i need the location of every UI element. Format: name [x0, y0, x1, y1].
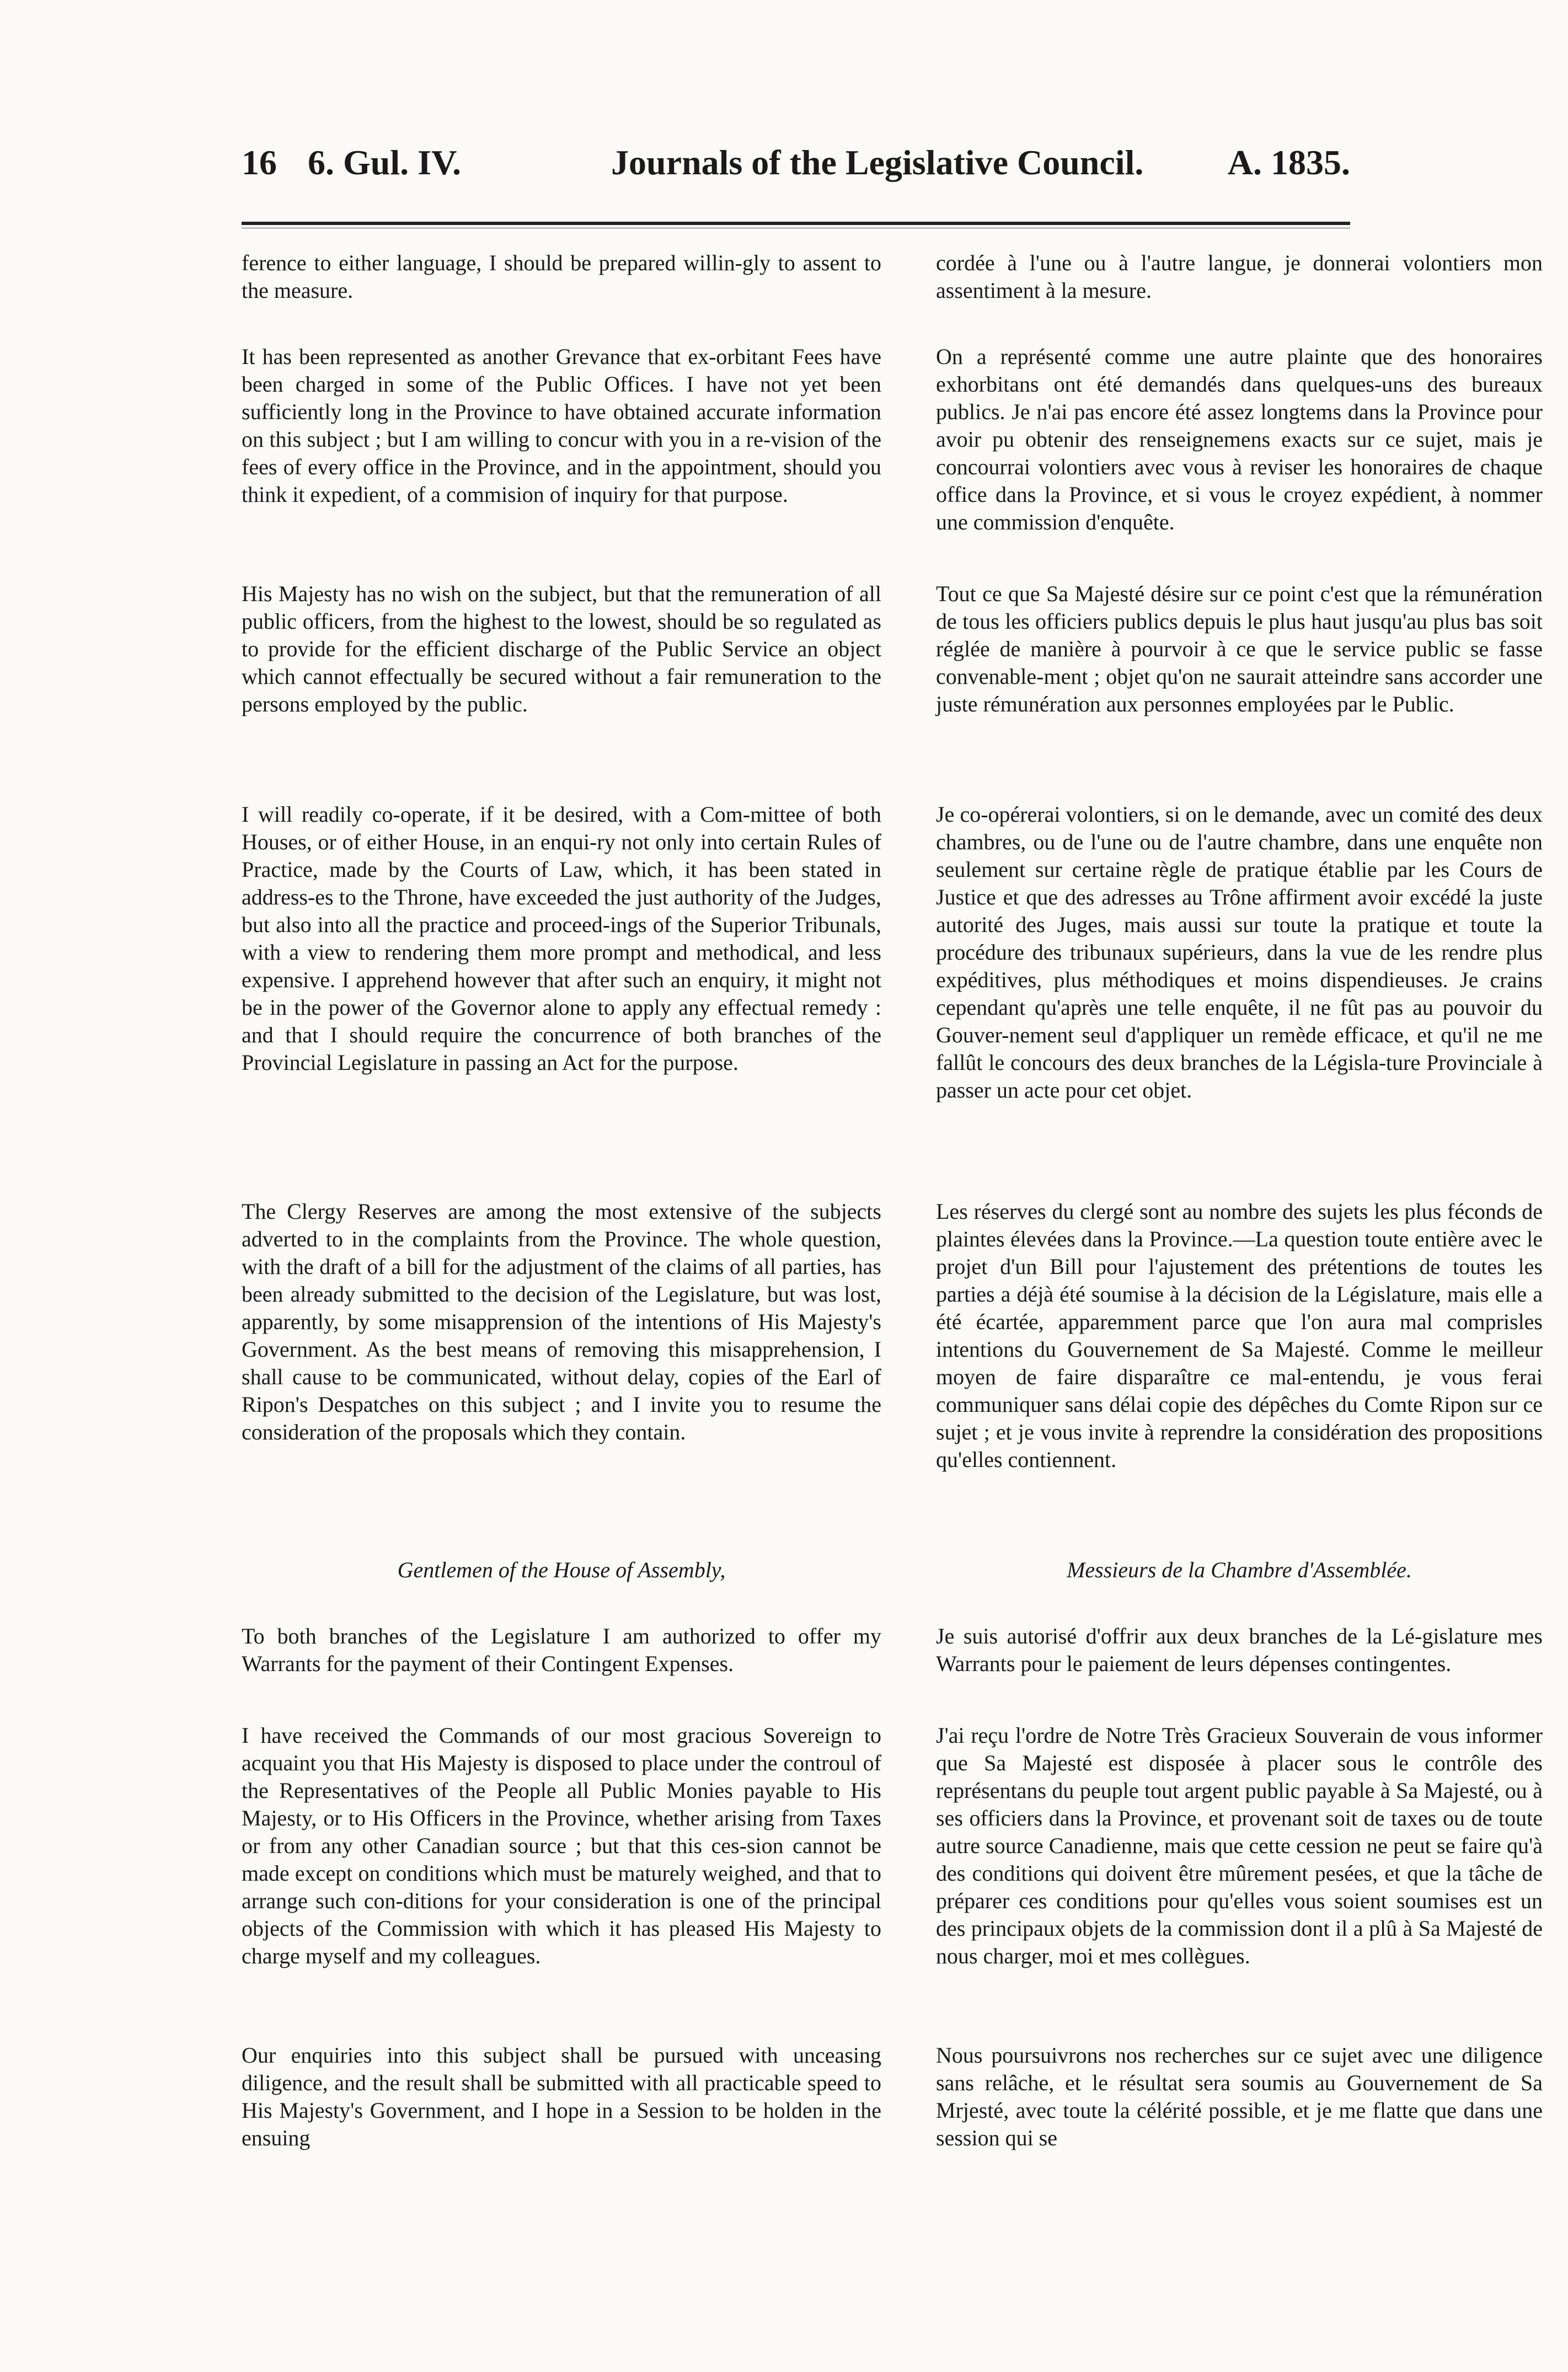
- page-header: [242, 142, 1350, 192]
- en-paragraph: The Clergy Reserves are among the most extensive of the subjects adverted to in the complaints from the Province. The whole question, with the draft of a bill for the adjustment of the claims of all parties, has been already submitted to the decision of the Legislature, but was lost, apparently, by some misapprension of the intentions of His Majesty's Government. As the best means of removing this misapprehension, I shall cause to be communicated, without delay, copies of the Earl of Ripon's Despatches on this subject ; and I invite you to resume the consideration of the proposals which they contain.: [242, 1199, 881, 1444]
- en-paragraph: His Majesty has no wish on the subject, but that the remuneration of all public officers, from the highest to the lowest, should be so regulated as to provide for the efficient discharge of the Public Service an object which cannot effectually be secured without a fair remuneration to the persons employed by the public.: [242, 581, 881, 716]
- fr-paragraph: Tout ce que Sa Majesté désire sur ce point c'est que la rémunération de tous les officiers publics depuis le plus haut jusqu'au plus bas soit réglée de manière à pourvoir à ce que le service public se fasse convenable-ment ; objet qu'on ne saurait atteindre sans accorder une juste rémunération aux personnes employées par le Public.: [936, 581, 1543, 716]
- en-section-heading: Gentlemen of the House of Assembly,: [397, 1557, 726, 1582]
- en-paragraph: I have received the Commands of our most gracious Sovereign to acquaint you that His Majesty is disposed to place under the controul of the Representatives of the People all Public Monies payable to His Majesty, or to His Officers in the Province, whether arising from Taxes or from any other Canadian source ; but that this ces-sion cannot be made except on conditions which must be maturely weighed, and that to arrange such con-ditions for your consideration is one of the principal objects of the Commission with which it has pleased His Majesty to charge myself and my colleagues.: [242, 1723, 881, 1968]
- reign-label: 6. Gul. IV.: [308, 143, 462, 182]
- fr-paragraph: cordée à l'une ou à l'autre langue, je donnerai volontiers mon assentiment à la mesure.: [936, 250, 1543, 303]
- fr-paragraph: Nous poursuivrons nos recherches sur ce sujet avec une diligence sans relâche, et le résultat sera soumis au Gouvernement de Sa Mrjesté, avec toute la célérité possible, et je me flatte que dans une session qui se: [936, 2043, 1543, 2150]
- fr-paragraph: J'ai reçu l'ordre de Notre Très Gracieux Souverain de vous informer que Sa Majesté est disposée à placer sous le contrôle des représentans du peuple tout argent public payable à Sa Majesté, ou à ses officiers dans la Province, et provenant soit de taxes ou de toute autre source Canadienne, mais que cette cession ne peut se faire qu'à des conditions qui doivent être mûrement pesées, et que la tâche de préparer ces conditions pour qu'elles vous soient soumises est un des principaux objets de la commission dont il a plû à Sa Majesté de nous charger, moi et mes collègues.: [936, 1723, 1543, 1968]
- journal-title: Journals of the Legislative Council.: [611, 143, 1144, 182]
- year-label: A. 1835.: [1227, 143, 1350, 182]
- en-paragraph: ference to either language, I should be prepared willin-gly to assent to the measure.: [242, 250, 881, 303]
- fr-section-heading: Messieurs de la Chambre d'Assemblée.: [1067, 1557, 1412, 1582]
- fr-paragraph: Je co-opérerai volontiers, si on le demande, avec un comité des deux chambres, ou de l'une ou de l'autre chambre, dans une enquête non seulement sur certaine règle de pratique établie par les Cours de Justice et que des adresses au Trône affirment avoir excédé la juste autorité des Juges, mais aussi sur toute la pratique et toute la procédure des tribunaux supérieurs, dans la vue de les rendre plus expéditives, plus méthodiques et moins dispendieuses. Je crains cependant qu'après une telle enquête, il ne fût pas au pouvoir du Gouver-nement seul d'appliquer un remède efficace, et qu'il ne me fallût le concours des deux branches de la Législa-ture Provinciale à passer un acte pour cet objet.: [936, 802, 1543, 1102]
- fr-paragraph: Je suis autorisé d'offrir aux deux branches de la Lé-gislature mes Warrants pour le paiement de leurs dépenses contingentes.: [936, 1624, 1543, 1676]
- fr-paragraph: Les réserves du clergé sont au nombre des sujets les plus féconds de plaintes élevées dans la Province.—La question toute entière avec le projet d'un Bill pour l'ajustement des prétentions de toutes les parties a déjà été soumise à la décision de la Législature, mais elle a été écartée, apparemment parce que l'on aura mal comprisles intentions du Gouvernement de Sa Majesté. Comme le meilleur moyen de faire disparaître ce mal-entendu, je vous ferai communiquer sans délai copie des dépêches du Comte Ripon sur ce sujet ; et je vous invite à reprendre la considération des propositions qu'elles contiennent.: [936, 1199, 1543, 1472]
- page-number: 16: [242, 143, 277, 182]
- en-paragraph: To both branches of the Legislature I am authorized to offer my Warrants for the payment of their Contingent Expenses.: [242, 1624, 881, 1676]
- fr-paragraph: On a représenté comme une autre plainte que des honoraires exhorbitans ont été demandés dans quelques-uns des bureaux publics. Je n'ai pas encore été assez longtems dans la Province pour avoir pu obtenir des renseignemens exacts sur ce sujet, mais je concourrai volontiers avec vous à reviser les honoraires de chaque office dans la Province, et si vous le croyez expédient, à nommer une commission d'enquête.: [936, 344, 1543, 534]
- en-paragraph: It has been represented as another Grevance that ex-orbitant Fees have been charged in some of the Public Offices. I have not yet been sufficiently long in the Province to have obtained accurate information on this subject ; but I am willing to concur with you in a re-vision of the fees of every office in the Province, and in the appointment, should you think it expedient, of a commision of inquiry for that purpose.: [242, 344, 881, 507]
- en-paragraph: Our enquiries into this subject shall be pursued with unceasing diligence, and the result shall be submitted with all practicable speed to His Majesty's Government, and I hope in a Session to be holden in the ensuing: [242, 2043, 881, 2150]
- en-paragraph: I will readily co-operate, if it be desired, with a Com-mittee of both Houses, or of either House, in an enqui-ry not only into certain Rules of Practice, made by the Courts of Law, which, it has been stated in address-es to the Throne, have exceeded the just authority of the Judges, but also into all the practice and proceed-ings of the Superior Tribunals, with a view to rendering them more prompt and methodical, and less expensive. I apprehend however that after such an enquiry, it might not be in the power of the Governor alone to apply any effectual remedy : and that I should require the concurrence of both branches of the Provincial Legislature in passing an Act for the purpose.: [242, 802, 881, 1075]
- header-rule: [242, 222, 1350, 228]
